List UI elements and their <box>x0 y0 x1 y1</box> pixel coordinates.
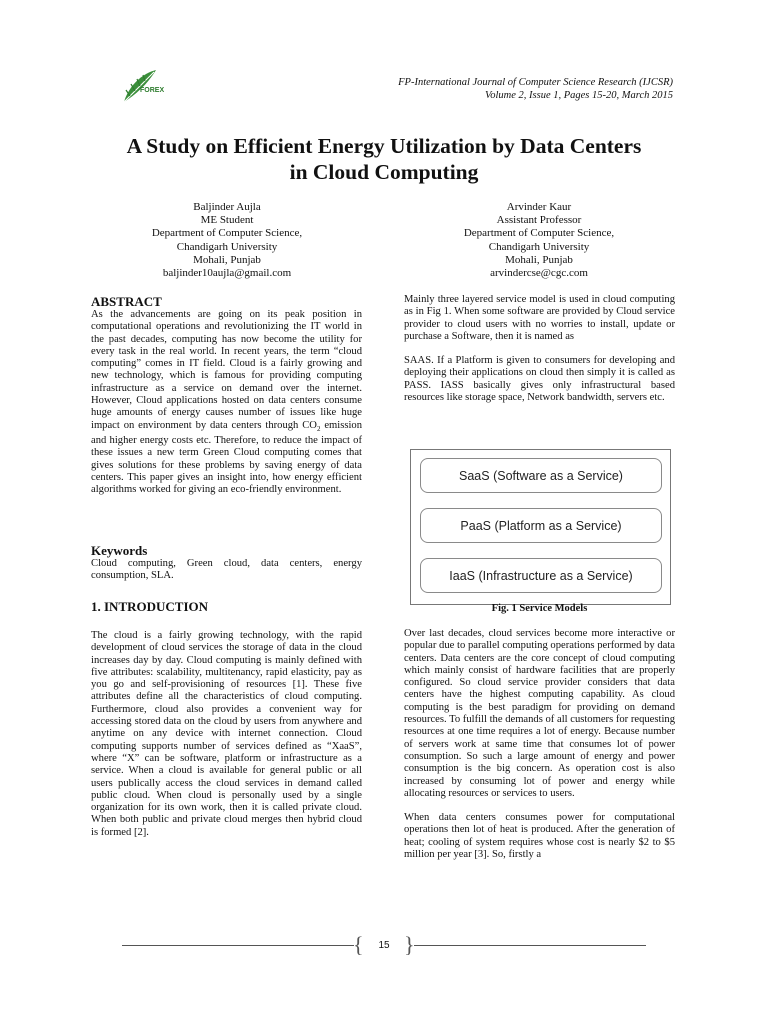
author-name: Baljinder Aujla <box>193 201 261 213</box>
paragraph-power: When data centers consumes power for computational operations then lot of heat is produced. After the generation of heat; cooling of system requires whose cost is nearly $2 to $5 million per year [3]. So, firstly a <box>404 812 675 861</box>
author-email: arvindercse@cgc.com <box>490 267 588 280</box>
author-univ: Chandigarh University <box>488 240 590 253</box>
author-email: baljinder10aujla@gmail.com <box>162 267 292 280</box>
author-name: Arvinder Kaur <box>506 201 572 213</box>
service-models-diagram <box>410 449 671 605</box>
abstract-heading: ABSTRACT <box>91 294 162 309</box>
footer-rule-right <box>414 945 646 946</box>
saas-box: SaaS (Software as a Service) <box>420 458 662 493</box>
journal-name: FP-International Journal of Computer Science Research (IJCSR) <box>398 77 673 88</box>
author-city: Mohali, Punjab <box>193 253 261 266</box>
author-block-2 <box>414 201 664 280</box>
leaf-icon <box>118 66 166 106</box>
author-block-1 <box>102 201 352 280</box>
introduction-text: The cloud is a fairly growing technology, with the rapid development of cloud services the storage of data in the cloud increases day by day. Cloud computing is mainly defined with five attributes: scalability, multitenancy, rapid elasticity, pay as you go and self-provisioning of resources [1]. These five attributes define all the characteristics of cloud computing. Furthermore, cloud also provides a convenient way for accessing stored data on the cloud by users from anywhere and anytime on any device with internet connection. Cloud computing supports number of services defined as “XaaS”, where “X” can be software, platform or infrastructure as a service. When a cloud is available for general public or all users publically access the cloud services in demand called public cloud. When cloud is personally used by a single organization for its own work, then it is called private cloud. When both public and private cloud merges then hybrid cloud is formed [2]. <box>91 630 362 838</box>
paragraph-saas: SAAS. If a Platform is given to consumers for developing and deploying their applications on cloud then simply it is called as PASS. IASS basically gives only infrastructural based resources like storage space, Network bandwidth, servers etc. <box>404 355 675 404</box>
introduction-heading: 1. INTRODUCTION <box>91 599 209 614</box>
abstract-text: As the advancements are going on its peak position in computational operations and revolutionizing the IT world in the past decades, computing has now become the utility for every task in the real world. In recent years, the term “cloud computing” comes in IT field. Cloud is a fairly growing and new technology, which is famous for providing computing infrastructure as a service on demand over the internet. However, Cloud applications hosted on data centers consume huge amounts of energy causes number of issues like huge impact on environment by data centers through $CO_2$ emission and higher energy costs etc. Therefore, to reduce the impact of these issues a new term Green Cloud computing comes that gives solutions for these problems by saving energy of data centers. This paper gives an insight into, how energy efficient algorithms worked for giving an eco-friendly environment. <box>91 309 362 496</box>
footer-brace-left: { <box>353 932 364 957</box>
author-role: Assistant Professor <box>496 214 582 227</box>
author-univ: Chandigarh University <box>176 240 278 253</box>
abstract-section <box>91 294 362 497</box>
right-column-top <box>404 294 675 404</box>
keywords-text: Cloud computing, Green cloud, data centers, energy consumption, SLA. <box>91 558 362 582</box>
paas-box: PaaS (Platform as a Service) <box>420 508 662 543</box>
keywords-heading: Keywords <box>91 543 148 558</box>
title-line-2: in Cloud Computing <box>289 160 479 184</box>
keywords-section <box>91 543 362 583</box>
author-dept: Department of Computer Science, <box>151 227 303 240</box>
introduction-section <box>91 599 362 839</box>
page-number: 15 <box>378 940 390 951</box>
footer-rule-left <box>122 945 354 946</box>
footer-brace-right: } <box>404 932 415 957</box>
iaas-box: IaaS (Infrastructure as a Service) <box>420 558 662 593</box>
journal-volume: Volume 2, Issue 1, Pages 15-20, March 2015 <box>484 90 673 101</box>
logo-text: FOREX <box>140 87 165 94</box>
author-dept: Department of Computer Science, <box>463 227 615 240</box>
paragraph-service-model: Mainly three layered service model is used in cloud computing as in Fig 1. When some software are provided by Cloud service provider to cloud users with no worries to install, update or purchase a Software, then it is named as <box>404 294 675 342</box>
paper-title <box>60 133 708 185</box>
paragraph-data-centers: Over last decades, cloud services become more interactive or popular due to parallel computing operations performed by data centers. Data centers are the core concept of cloud computing which mainly consist of hardware facilities that are properly configured. So cloud service provider considers that data centers have the highest computing capability. As cloud computing is the best paradigm for providing on demand resources. To fulfill the demands of all customers for requesting resources at one time requires a lot of energy. Because number of servers work at same time that consumes lot of power consumption. So such a large amount of energy and power consumption is the big concern. As operation cost is also increased by consuming lot of power and energy while allocating resources or services to users. <box>404 628 675 799</box>
author-city: Mohali, Punjab <box>505 253 573 266</box>
journal-info <box>398 76 673 102</box>
journal-logo <box>118 66 166 106</box>
title-line-1: A Study on Efficient Energy Utilization by Data Centers <box>126 134 642 158</box>
author-role: ME Student <box>200 214 254 227</box>
right-column-bottom <box>404 628 675 861</box>
figure-caption: Fig. 1 Service Models <box>491 603 588 614</box>
